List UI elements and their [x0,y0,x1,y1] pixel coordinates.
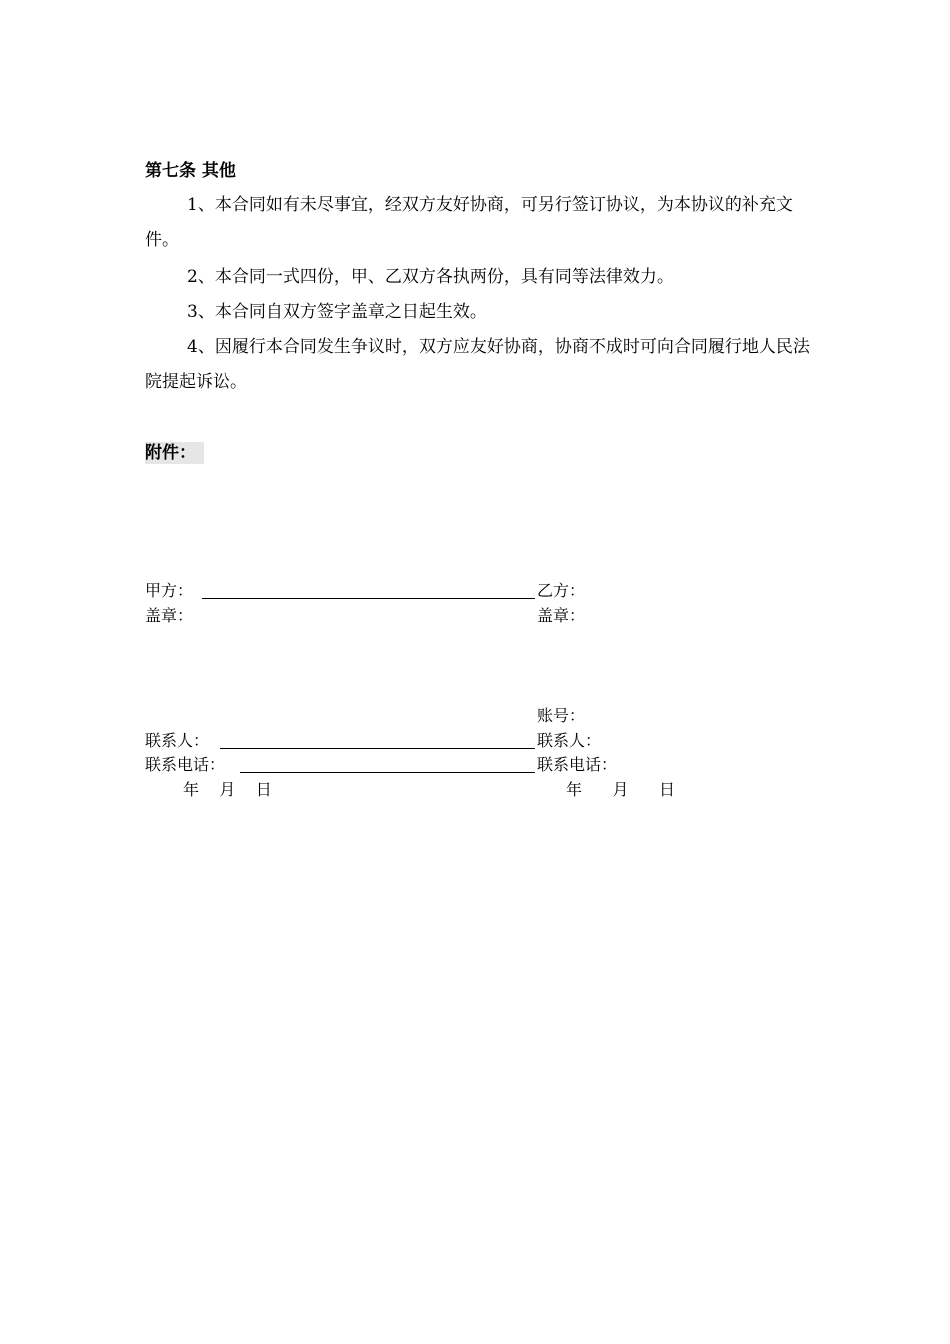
party-b-account-label: 账号： [537,706,586,725]
clause-2 [145,260,810,295]
party-b-contact-label: 联系人： [537,731,602,750]
party-a-phone-line [240,772,535,773]
party-b-phone-label: 联系电话： [537,755,618,774]
clause-3 [145,295,810,330]
party-b-label: 乙方： [537,581,586,600]
party-a-contact-line [220,748,535,749]
party-a-contact-label: 联系人： [145,731,210,750]
party-a-seal-label: 盖章： [145,606,194,625]
party-b-seal-label: 盖章： [537,606,586,625]
party-a-label: 甲方： [145,581,194,600]
clause-4 [145,330,810,400]
clause-4-text: 4、因履行本合同发生争议时，双方应友好协商，协商不成时可向合同履行地人民法院提起诉讼。 [145,337,810,392]
clause-1-text: 1、本合同如有未尽事宜，经双方友好协商，可另行签订协议，为本协议的补充文件。 [145,195,793,250]
party-a-date: 年 月 日 [183,780,272,799]
party-a-phone-label: 联系电话： [145,755,226,774]
party-b-date: 年 月 日 [566,780,676,799]
party-a-signature-line [202,598,535,599]
clause-1 [145,188,810,258]
clause-2-text: 2、本合同一式四份，甲、乙双方各执两份，具有同等法律效力。 [187,267,674,287]
article-title: 第七条 其他 [145,161,236,181]
clause-3-text: 3、本合同自双方签字盖章之日起生效。 [187,302,487,322]
attachment-label: 附件： [145,442,204,464]
